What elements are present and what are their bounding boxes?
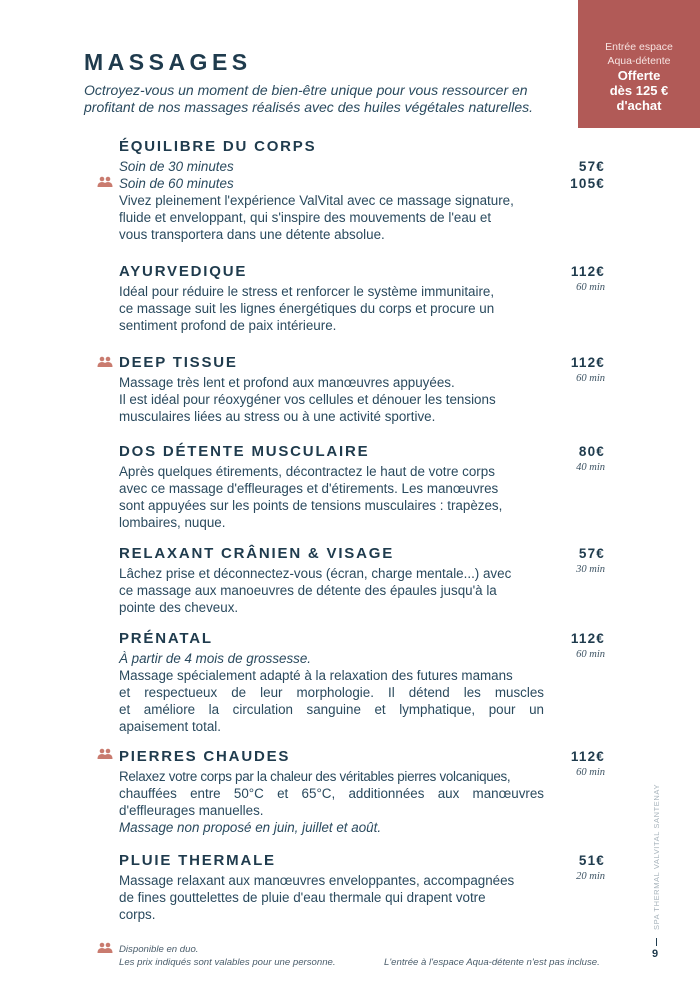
desc-line: vous transportera dans une détente absolue. bbox=[119, 227, 385, 242]
duo-people-icon bbox=[97, 942, 113, 953]
desc-line: de fines gouttelettes de pluie d'eau thermale qui drapent votre bbox=[119, 890, 486, 905]
section-title: AYURVEDIQUE bbox=[119, 263, 248, 280]
price: 105€ bbox=[570, 176, 605, 191]
section-title: ÉQUILIBRE DU CORPS bbox=[119, 138, 317, 155]
desc-line: Après quelques étirements, décontractez le haut de votre corps bbox=[119, 464, 495, 479]
desc-line: Idéal pour réduire le stress et renforcer le système immunitaire, bbox=[119, 284, 495, 299]
duration: 60 min bbox=[576, 373, 605, 384]
duration: 20 min bbox=[576, 871, 605, 882]
desc-line: ce massage suit les lignes énergétiques du corps et procure un bbox=[119, 301, 495, 316]
section-title: PLUIE THERMALE bbox=[119, 852, 276, 869]
duration: 60 min bbox=[576, 649, 605, 660]
duration: 30 min bbox=[576, 564, 605, 575]
price: 112€ bbox=[570, 264, 605, 279]
desc-line: corps. bbox=[119, 907, 156, 922]
desc-line: sont appuyées sur les points de tensions musculaires : trapèzes, bbox=[119, 498, 503, 513]
desc-line: chauffées entre 50°C et 65°C, additionnées aux manœuvres bbox=[119, 786, 544, 801]
desc-line: d'effleurages manuelles. bbox=[119, 803, 264, 818]
desc-line: ce massage aux manoeuvres de détente des épaules jusqu'à la bbox=[119, 583, 497, 598]
desc-line: pointe des cheveux. bbox=[119, 600, 239, 615]
page-separator bbox=[656, 938, 657, 946]
desc-line: et respectueux de leur morphologie. Il détend les muscles bbox=[119, 685, 544, 700]
option-30min: Soin de 30 minutes bbox=[119, 159, 234, 174]
desc-line: sentiment profond de paix intérieure. bbox=[119, 318, 337, 333]
intro-line-2: profitant de nos massages réalisés avec des huiles végétales naturelles. bbox=[84, 99, 534, 115]
desc-line: Lâchez prise et déconnectez-vous (écran, charge mentale...) avec bbox=[119, 566, 512, 581]
intro-line-1: Octroyez-vous un moment de bien-être unique pour vous ressourcer en bbox=[84, 82, 528, 98]
footer-entry-note: L'entrée à l'espace Aqua-détente n'est pas incluse. bbox=[384, 957, 600, 968]
price: 112€ bbox=[570, 355, 605, 370]
price: 57€ bbox=[578, 159, 605, 174]
badge-line-4: dès 125 € bbox=[609, 83, 669, 98]
desc-line: Vivez pleinement l'expérience ValVital avec ce massage signature, bbox=[119, 193, 514, 208]
badge-line-3: Offerte bbox=[617, 68, 661, 83]
duration: 60 min bbox=[576, 767, 605, 778]
duration: 60 min bbox=[576, 282, 605, 293]
section-subtitle: À partir de 4 mois de grossesse. bbox=[119, 651, 312, 666]
desc-line: fluide et enveloppant, qui s'inspire des mouvements de l'eau et bbox=[119, 210, 492, 225]
section-title: PIERRES CHAUDES bbox=[119, 748, 291, 765]
price: 112€ bbox=[570, 631, 605, 646]
duration: 40 min bbox=[576, 462, 605, 473]
intro-text bbox=[84, 82, 574, 116]
desc-line: lombaires, nuque. bbox=[119, 515, 226, 530]
page-number: 9 bbox=[652, 948, 659, 960]
desc-line: musculaires liées au stress ou à une activité sportive. bbox=[119, 409, 436, 424]
section-title: DOS DÉTENTE MUSCULAIRE bbox=[119, 443, 370, 460]
desc-line: apaisement total. bbox=[119, 719, 221, 734]
duo-people-icon bbox=[97, 748, 113, 759]
footer-price-note: Les prix indiqués sont valables pour une personne. bbox=[119, 957, 336, 968]
badge-line-1: Entrée espace bbox=[605, 41, 673, 53]
footer-duo-note: Disponible en duo. bbox=[119, 944, 199, 955]
option-60min: Soin de 60 minutes bbox=[119, 176, 234, 191]
desc-line: et améliore la circulation sanguine et lymphatique, pour un bbox=[119, 702, 544, 717]
price: 57€ bbox=[578, 546, 605, 561]
section-title: DEEP TISSUE bbox=[119, 354, 238, 371]
duo-people-icon bbox=[97, 176, 113, 187]
desc-line: Massage relaxant aux manœuvres enveloppantes, accompagnées bbox=[119, 873, 515, 888]
badge-line-2: Aqua-détente bbox=[607, 55, 671, 67]
desc-line: Il est idéal pour réoxygéner vos cellules et dénouer les tensions bbox=[119, 392, 496, 407]
desc-line: Massage spécialement adapté à la relaxation des futures mamans bbox=[119, 668, 513, 683]
section-note: Massage non proposé en juin, juillet et août. bbox=[119, 820, 382, 835]
badge-line-5: d'achat bbox=[616, 98, 662, 113]
desc-line: Massage très lent et profond aux manœuvres appuyées. bbox=[119, 375, 455, 390]
section-title: PRÉNATAL bbox=[119, 630, 213, 647]
section-title: RELAXANT CRÂNIEN & VISAGE bbox=[119, 545, 395, 562]
offer-badge bbox=[578, 0, 700, 128]
desc-line: Relaxez votre corps par la chaleur des véritables pierres volcaniques, bbox=[119, 769, 511, 784]
side-brand-text: SPA THERMAL VALVITAL SANTENAY bbox=[652, 783, 661, 930]
price: 51€ bbox=[578, 853, 605, 868]
duo-people-icon bbox=[97, 356, 113, 367]
desc-line: avec ce massage d'effleurages et d'étirements. Les manœuvres bbox=[119, 481, 499, 496]
price: 80€ bbox=[578, 444, 605, 459]
page-title: MASSAGES bbox=[84, 49, 252, 75]
price: 112€ bbox=[570, 749, 605, 764]
